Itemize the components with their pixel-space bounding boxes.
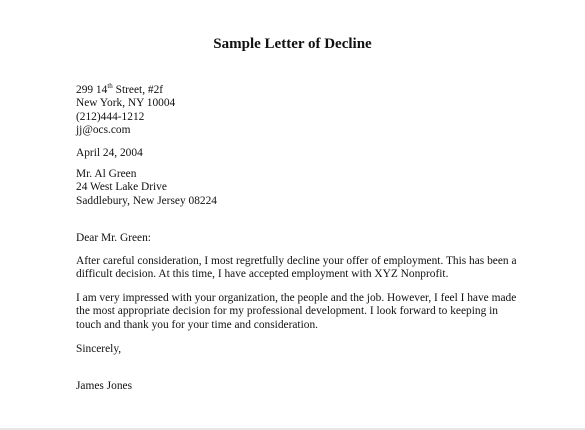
signature-block: [76, 380, 516, 393]
sender-street-suffix: th: [107, 82, 113, 90]
page-title: Sample Letter of Decline: [213, 36, 372, 52]
recipient-city-line: Saddlebury, New Jersey 08224: [76, 194, 217, 207]
letter-date-block: [76, 147, 516, 160]
sender-email: jj@ocs.com: [76, 124, 131, 137]
recipient-address: [76, 168, 516, 208]
salutation: Dear Mr. Green:: [76, 232, 151, 244]
sender-street-number: 299 14: [76, 84, 108, 96]
sender-street-rest: Street, #2f: [112, 84, 164, 96]
sender-address: [76, 84, 516, 138]
paragraph-1-line-1: After careful consideration, I most regretfully decline your offer of employment. This has been a: [76, 255, 517, 267]
paragraph-2-line-1: I am very impressed with your organization, the people and the job. However, I feel I have made: [76, 292, 517, 304]
recipient-name: Mr. Al Green: [76, 168, 137, 180]
closing-block: [76, 343, 516, 356]
sender-phone: (212)444-1212: [76, 110, 145, 123]
sender-city-line: New York, NY 10004: [76, 97, 176, 110]
paragraph-2-line-3: touch and thank you for your time and consideration.: [76, 318, 318, 331]
paragraph-2: [76, 292, 516, 332]
closing: Sincerely,: [76, 343, 122, 355]
salutation-block: [76, 232, 516, 245]
signature-name: James Jones: [76, 380, 132, 392]
paragraph-1: [76, 255, 516, 282]
letter-date: April 24, 2004: [76, 147, 143, 159]
sender-street-line: [76, 84, 516, 97]
recipient-street: 24 West Lake Drive: [76, 181, 167, 194]
paragraph-2-line-2: the most appropriate decision for my professional development. I look forward to keeping in: [76, 305, 498, 318]
paragraph-1-line-2: difficult decision. At this time, I have accepted employment with XYZ Nonprofit.: [76, 268, 449, 281]
